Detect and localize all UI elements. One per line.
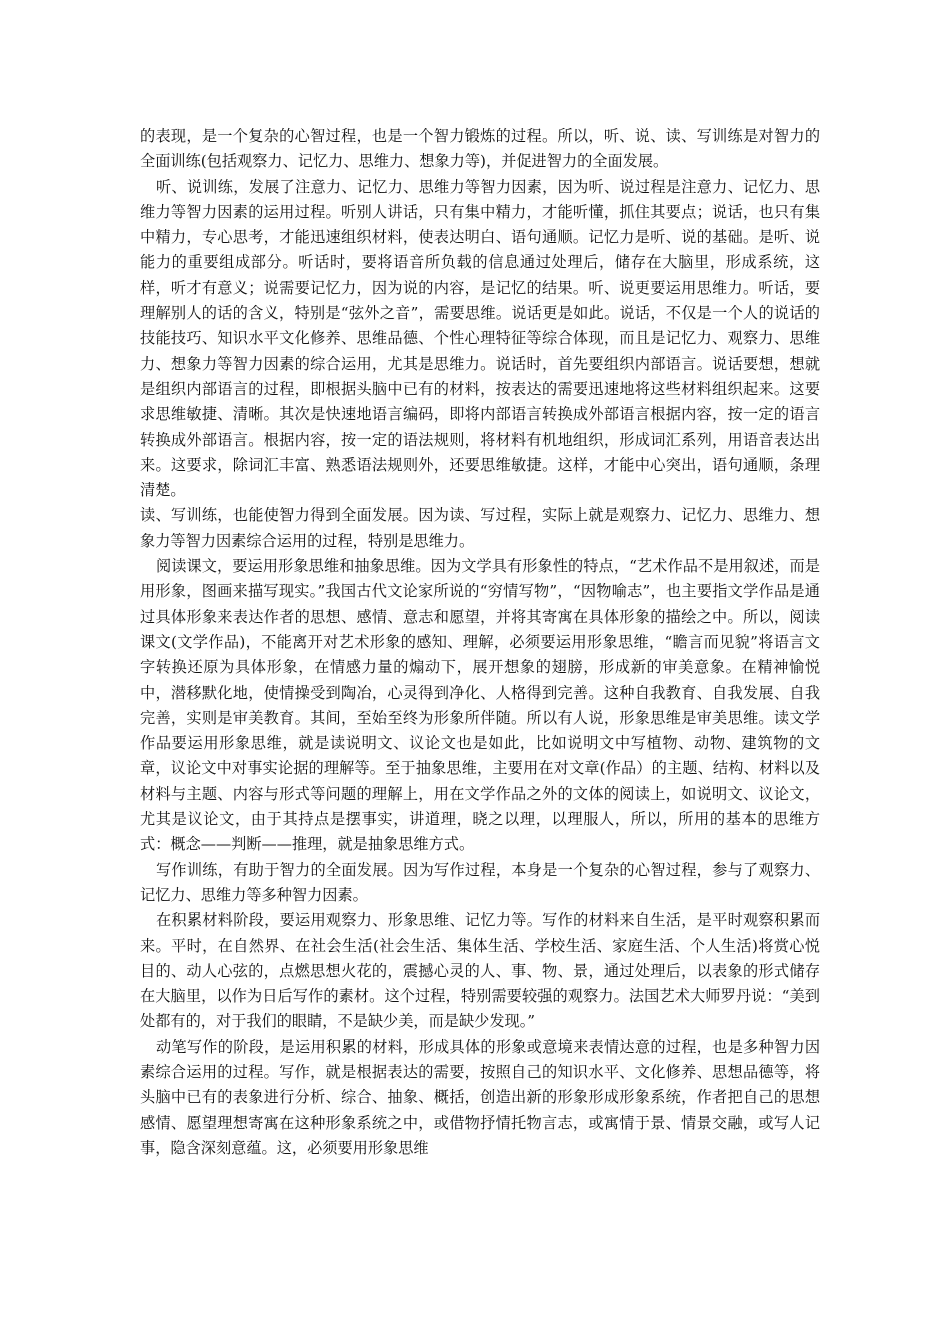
paragraph-2: 听、说训练，发展了注意力、记忆力、思维力等智力因素，因为听、说过程是注意力、记忆力、思维力等智力因素的运用过程。听别人讲话，只有集中精力，才能听懂，抓住其要点；说话，也只有集中精力，专心思考，才能迅速组织材料，使表达明白、语句通顺。记忆力是听、说的基础。是听、说能力的重要组成部分。听话时，要将语音所负载的信息通过处理后，储存在大脑里，形成系统，这样，听才有意义；说需要记忆力，因为说的内容，是记忆的结果。听、说更要运用思维力。听话，要理解别人的话的含义，特别是“弦外之音”，需要思维。说话更是如此。说话，不仅是一个人的说话的技能技巧、知识水平文化修养、思维品德、个性心理特征等综合体现，而且是记忆力、观察力、思维力、想象力等智力因素的综合运用，尤其是思维力。说话时，首先要组织内部语言。说话要想，想就是组织内部语言的过程，即根据头脑中已有的材料，按表达的需要迅速地将这些材料组织起来。这要求思维敏捷、清晰。其次是快速地语言编码，即将内部语言转换成外部语言根据内容，按一定的语言转换成外部语言。根据内容，按一定的语法规则，将材料有机地组织，形成词汇系列，用语音表达出来。这要求，除词汇丰富、熟悉语法规则外，还要思维敏捷。这样，才能中心突出，语句通顺，条理清楚。 [140, 177, 820, 500]
paragraph-5: 写作训练，有助于智力的全面发展。因为写作过程，本身是一个复杂的心智过程，参与了观察力、记忆力、思维力等多种智力因素。 [140, 860, 820, 904]
document-body [140, 124, 820, 1161]
paragraph-3: 读、写训练，也能使智力得到全面发展。因为读、写过程，实际上就是观察力、记忆力、思维力、想象力等智力因素综合运用的过程，特别是思维力。 [140, 506, 820, 550]
paragraph-7: 动笔写作的阶段，是运用积累的材料，形成具体的形象或意境来表情达意的过程，也是多种智力因素综合运用的过程。写作，就是根据表达的需要，按照自己的知识水平、文化修养、思想品德等，将头脑中已有的表象进行分析、综合、抽象、概括，创造出新的形象形成形象系统，作者把自己的思想感情、愿望理想寄寓在这种形象系统之中，或借物抒情托物言志，或寓情于景、情景交融，或写人记事，隐含深刻意蕴。这，必须要用形象思维 [140, 1037, 820, 1157]
paragraph-1: 的表现，是一个复杂的心智过程，也是一个智力锻炼的过程。所以，听、说、读、写训练是对智力的全面训练(包括观察力、记忆力、思维力、想象力等)，并促进智力的全面发展。 [140, 127, 820, 171]
paragraph-4: 阅读课文，要运用形象思维和抽象思维。因为文学具有形象性的特点，“艺术作品不是用叙述，而是用形象，图画来描写现实。”我国古代文论家所说的“穷情写物”，“因物喻志”，也主要指文学作品是通过具体形象来表达作者的思想、感情、意志和愿望，并将其寄寓在具体形象的描绘之中。所以，阅读课文(文学作品)，不能离开对艺术形象的感知、理解，必须要运用形象思维，“瞻言而见貌”将语言文字转换还原为具体形象，在情感力量的煽动下，展开想象的翅膀，形成新的审美意象。在精神愉悦中，潜移默化地，使情操受到陶冶，心灵得到净化、人格得到完善。这种自我教育、自我发展、自我完善，实则是审美教育。其间，至始至终为形象所伴随。所以有人说，形象思维是审美思维。读文学作品要运用形象思维，就是读说明文、议论文也是如此，比如说明文中写植物、动物、建筑物的文章，议论文中对事实论据的理解等。至于抽象思维，主要用在对文章(作品）的主题、结构、材料以及材料与主题、内容与形式等问题的理解上，用在文学作品之外的文体的阅读上，如说明文、议论文，尤其是议论文，由于其持点是摆事实，讲道理，晓之以理，以理服人，所以，所用的基本的思维方式：概念——判断——推理，就是抽象思维方式。 [140, 557, 820, 854]
paragraph-6: 在积累材料阶段，要运用观察力、形象思维、记忆力等。写作的材料来自生活，是平时观察积累而来。平时，在自然界、在社会生活(社会生活、集体生活、学校生活、家庭生活、个人生活)将赏心悦目的、动人心弦的，点燃思想火花的，震撼心灵的人、事、物、景，通过处理后，以表象的形式储存在大脑里，以作为日后写作的素材。这个过程，特别需要较强的观察力。法国艺术大师罗丹说：“美到处都有的，对于我们的眼睛，不是缺少美，而是缺少发现。” [140, 911, 820, 1031]
